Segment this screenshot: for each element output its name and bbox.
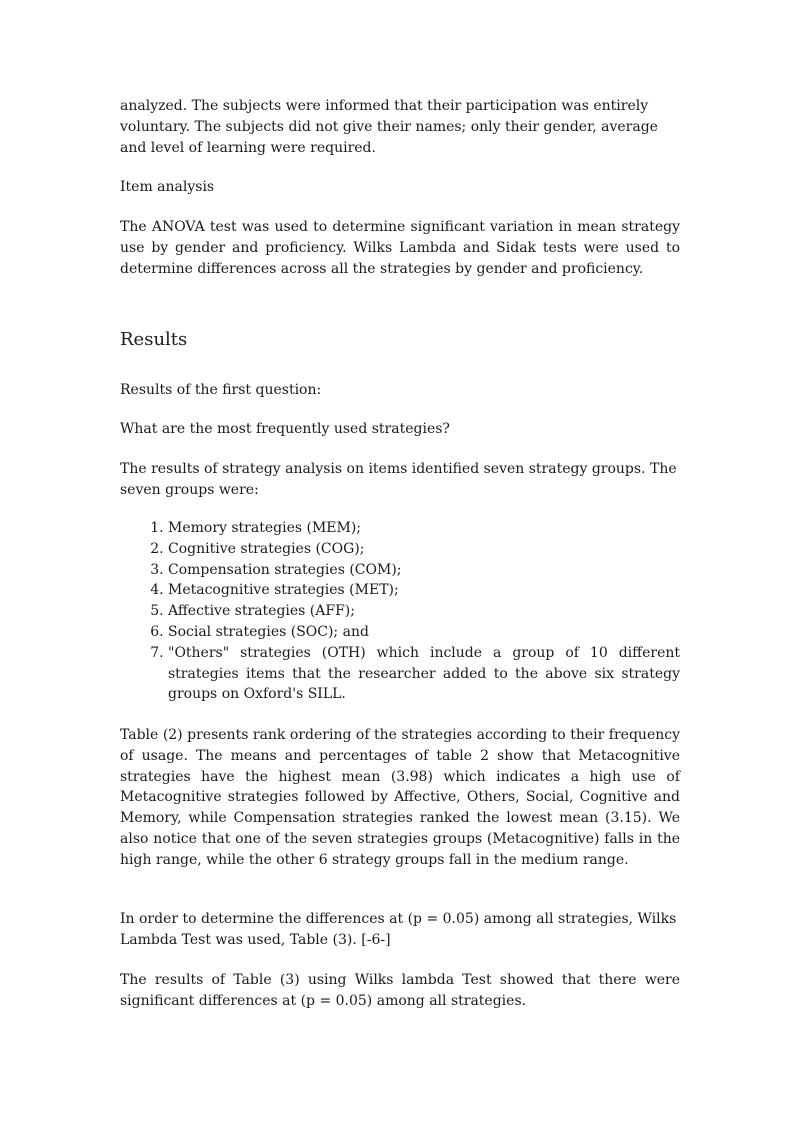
paragraph-table-3: The results of Table (3) using Wilks lambda Test showed that there were significant differences at (p = 0.05) among all strategies. — [120, 972, 680, 1009]
heading-item-analysis: Item analysis — [120, 179, 215, 195]
list-item: 3. Compensation strategies (COM); — [168, 560, 680, 581]
section-title-results: Results — [120, 329, 188, 350]
strategy-list — [120, 518, 680, 705]
paragraph-item-analysis: The ANOVA test was used to determine significant variation in mean strategy use by gender and proficiency. Wilks Lambda and Sidak tests were used to determine differences across all the strategies by gender and proficiency. — [120, 219, 680, 277]
heading-most-frequent: What are the most frequently used strategies? — [120, 421, 450, 437]
paragraph-wilks-lambda: In order to determine the differences at (p = 0.05) among all strategies, Wilks Lambda Test was used, Table (3). [-6-] — [120, 911, 677, 948]
list-item: 6. Social strategies (SOC); and — [168, 622, 680, 643]
list-item: 1. Memory strategies (MEM); — [168, 518, 680, 539]
list-item: 4. Metacognitive strategies (MET); — [168, 580, 680, 601]
paragraph-table-2: Table (2) presents rank ordering of the strategies according to their frequency of usage. The means and percentages of table 2 show that Metacognitive strategies have the highest mean (3.98) which indicates a high use of Metacognitive strategies followed by Affective, Others, Social, Cognitive and Memory, while Compensation strategies ranked the lowest mean (3.15). We also notice that one of the seven strategies groups (Metacognitive) falls in the high range, while the other 6 strategy groups fall in the medium range. — [120, 727, 680, 868]
list-item: 2. Cognitive strategies (COG); — [168, 539, 680, 560]
paragraph-results-intro: The results of strategy analysis on items identified seven strategy groups. The seven groups were: — [120, 461, 677, 498]
paragraph-participation: analyzed. The subjects were informed that their participation was entirely voluntary. The subjects did not give their names; only their gender, average and level of learning were required. — [120, 98, 658, 156]
list-item: 5. Affective strategies (AFF); — [168, 601, 680, 622]
list-item: 7. "Others" strategies (OTH) which include a group of 10 different strategies items that the researcher added to the above six strategy groups on Oxford's SILL. — [168, 643, 680, 705]
heading-first-question: Results of the first question: — [120, 382, 322, 398]
